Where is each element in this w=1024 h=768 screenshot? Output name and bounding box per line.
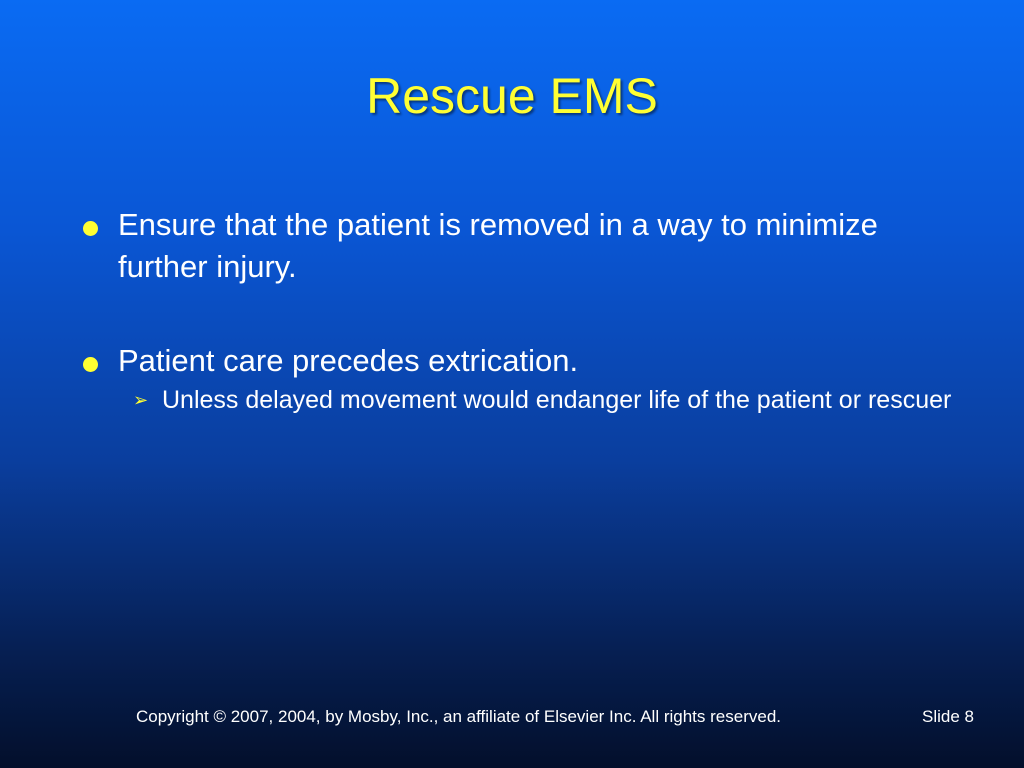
sub-bullet-text: Unless delayed movement would endanger life of the patient or rescuer: [162, 386, 952, 414]
bullet-item: [80, 204, 960, 288]
copyright-footer: Copyright © 2007, 2004, by Mosby, Inc., an affiliate of Elsevier Inc. All rights reserved.: [136, 707, 781, 726]
filled-circle-bullet-icon: [83, 221, 98, 236]
bullet-text: Ensure that the patient is removed in a way to minimize further injury.: [118, 207, 878, 284]
slide-number: Slide 8: [922, 707, 974, 726]
bullet-text: Patient care precedes extrication.: [118, 343, 579, 378]
slide-title: Rescue EMS: [366, 68, 658, 124]
bullet-list: [80, 204, 960, 417]
arrow-bullet-icon: ➢: [133, 390, 149, 410]
filled-circle-bullet-icon: [83, 357, 98, 372]
sub-bullet-item: [118, 384, 960, 417]
bullet-item: [80, 340, 960, 417]
